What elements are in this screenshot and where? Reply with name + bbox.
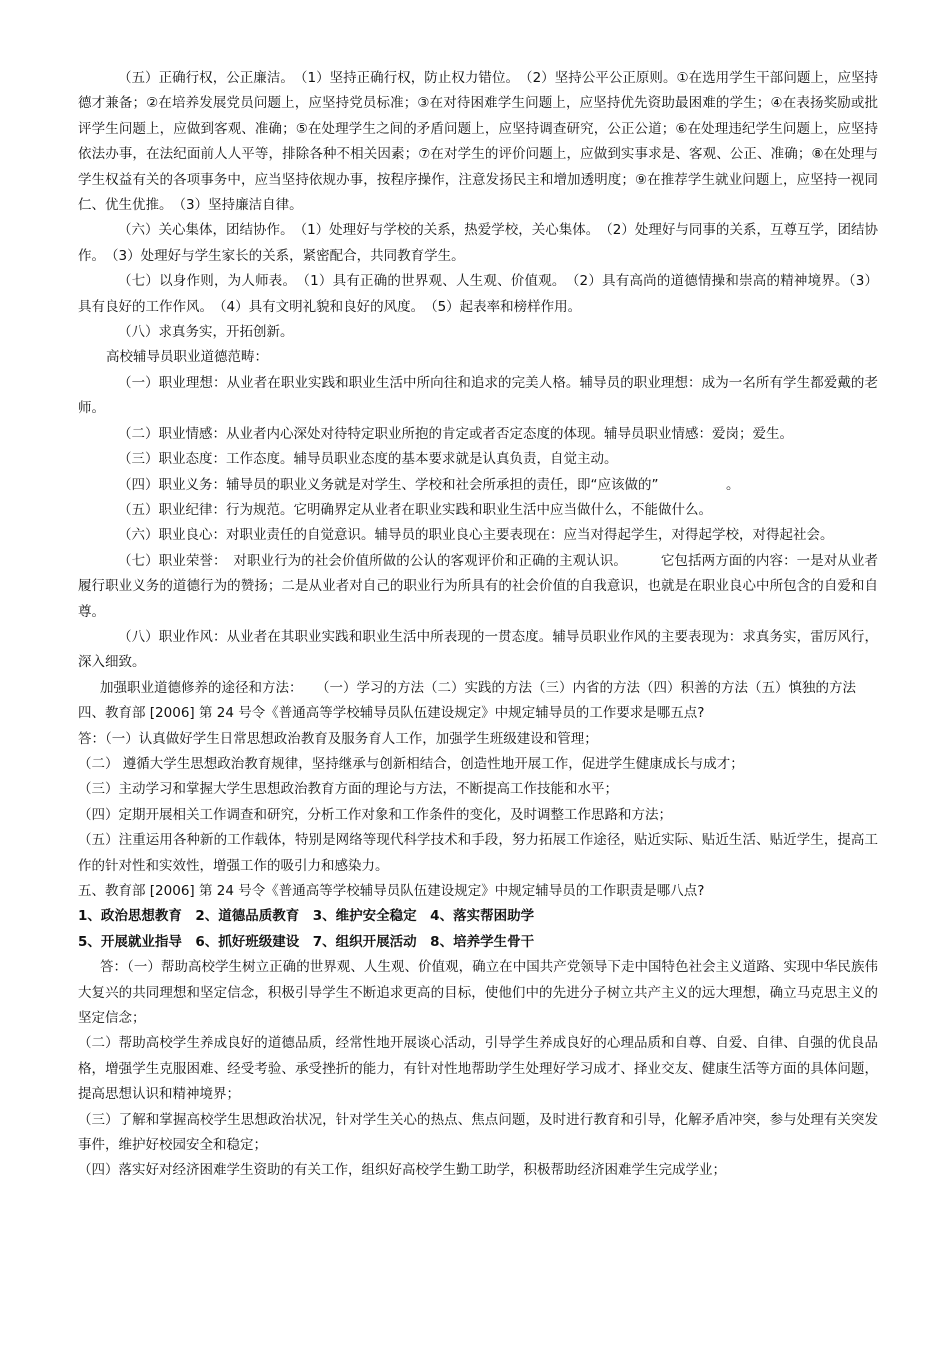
paragraph-13: （八）职业作风：从业者在其职业实践和职业生活中所表现的一贯态度。辅导员职业作风的主要表现为：求真务实，雷厉风行，深入细致。: [78, 628, 878, 671]
paragraph-14: 加强职业道德修养的途径和方法： （一）学习的方法（二）实践的方法（三）内省的方法（四）积善的方法（五）慎独的方法: [100, 679, 856, 696]
paragraph-24: 答：（一）帮助高校学生树立正确的世界观、人生观、价值观，确立在中国共产党领导下走中国特色社会主义道路、实现中华民族伟大复兴的共同理想和坚定信念，积极引导学生不断追求更高的目标，使他们中的先进分子树立共产主义的远大理想，确立马克思主义的坚定信念；: [78, 959, 878, 1027]
paragraph-16: 答：（一）认真做好学生日常思想政治教育及服务育人工作，加强学生班级建设和管理；: [78, 730, 598, 747]
paragraph-27: （四）落实好对经济困难学生资助的有关工作，组织好高校学生勤工助学，积极帮助经济困难学生完成学业；: [78, 1162, 726, 1179]
paragraph-9: （四）职业义务：辅导员的职业义务就是对学生、学校和社会所承担的责任，即“应该做的” 。: [118, 476, 740, 493]
paragraph-22: 1、政治思想教育 2、道德品质教育 3、维护安全稳定 4、落实帮困助学: [78, 908, 535, 925]
paragraph-6: （一）职业理想：从业者在职业实践和职业生活中所向往和追求的完美人格。辅导员的职业理想：成为一名所有学生都爱戴的老师。: [78, 374, 878, 417]
paragraph-7: （二）职业情感：从业者内心深处对待特定职业所抱的肯定或者否定态度的体现。辅导员职业情感：爱岗；爱生。: [118, 425, 793, 442]
paragraph-21: 五、教育部 [2006] 第 24 号令《普通高等学校辅导员队伍建设规定》中规定辅导员的工作职责是哪八点?: [78, 883, 705, 899]
paragraph-3: （七）以身作则，为人师表。 （1）具有正确的世界观、人生观、价值观。 （2）具有高尚的道德情操和崇高的精神境界。（3）具有良好的工作作风。 （4）具有文明礼貌和良好的风度。 （5）起表率和榜样作用。: [78, 273, 878, 315]
paragraph-18: （三）主动学习和掌握大学生思想政治教育方面的理论与方法，不断提高工作技能和水平；: [78, 781, 618, 798]
paragraph-12: （七）职业荣誉： 对职业行为的社会价值所做的公认的客观评价和正确的主观认识。 它包括两方面的内容：一是对从业者履行职业义务的道德行为的赞扬；二是从业者对自己的职业行为所具有的社会价值的自我意识，也就是在职业良心中所包含的自爱和自尊。: [78, 552, 878, 620]
paragraph-15: 四、教育部 [2006] 第 24 号令《普通高等学校辅导员队伍建设规定》中规定辅导员的工作要求是哪五点?: [78, 705, 705, 722]
paragraph-4: （八）求真务实，开拓创新。: [118, 324, 294, 341]
paragraph-11: （六）职业良心：对职业责任的自觉意识。辅导员的职业良心主要表现在：应当对得起学生，对得起学校，对得起社会。: [118, 527, 834, 544]
paragraph-10: （五）职业纪律：行为规范。它明确界定从业者在职业实践和职业生活中应当做什么，不能做什么。: [118, 501, 712, 518]
document-page: [78, 66, 878, 1184]
paragraph-1: （五）正确行权，公正廉洁。 （1）坚持正确行权，防止权力错位。 （2）坚持公平公正原则。①在选用学生干部问题上，应坚持德才兼备；②在培养发展党员问题上，应坚持党员标准；③在对待困难学生问题上，应坚持优先资助最困难的学生；④在表扬奖励或批评学生问题上，应做到客观、准确；⑤在处理学生之间的矛盾问题上，应坚持调查研究，公正公道；⑥在处理违纪学生问题上，应坚持依法办事，在法纪面前人人平等，排除各种不相关因素；⑦在对学生的评价问题上，应做到实事求是、客观、公正、准确；⑧在处理与学生权益有关的各项事务中，应当坚持依规办事，按程序操作，注意发扬民主和增加透明度；⑨在推荐学生就业问题上，应坚持一视同仁、优生优推。 （3）坚持廉洁自律。: [78, 70, 878, 214]
paragraph-2: （六）关心集体，团结协作。 （1）处理好与学校的关系，热爱学校，关心集体。 （2）处理好与同事的关系，互尊互学，团结协作。 （3）处理好与学生家长的关系，紧密配合，共同教育学生。: [78, 222, 878, 264]
paragraph-25: （二）帮助高校学生养成良好的道德品质，经常性地开展谈心活动，引导学生养成良好的心理品质和自尊、自爱、自律、自强的优良品格，增强学生克服困难、经受考验、承受挫折的能力，有针对性地帮助学生处理好学习成才、择业交友、健康生活等方面的具体问题，提高思想认识和精神境界；: [78, 1035, 878, 1103]
paragraph-8: （三）职业态度：工作态度。辅导员职业态度的基本要求就是认真负责，自觉主动。: [118, 451, 618, 468]
paragraph-26: （三）了解和掌握高校学生思想政治状况，针对学生关心的热点、焦点问题，及时进行教育和引导，化解矛盾冲突，参与处理有关突发事件，维护好校园安全和稳定；: [78, 1111, 878, 1154]
paragraph-17: （二） 遵循大学生思想政治教育规律，坚持继承与创新相结合，创造性地开展工作，促进学生健康成长与成才；: [78, 755, 744, 772]
paragraph-5: 高校辅导员职业道德范畴：: [106, 349, 268, 366]
paragraph-20: （五）注重运用各种新的工作载体，特别是网络等现代科学技术和手段，努力拓展工作途径，贴近实际、贴近生活、贴近学生，提高工作的针对性和实效性，增强工作的吸引力和感染力。: [78, 832, 878, 874]
paragraph-23: 5、开展就业指导 6、抓好班级建设 7、组织开展活动 8、培养学生骨干: [78, 933, 535, 950]
paragraph-19: （四）定期开展相关工作调查和研究，分析工作对象和工作条件的变化，及时调整工作思路和方法；: [78, 806, 672, 823]
